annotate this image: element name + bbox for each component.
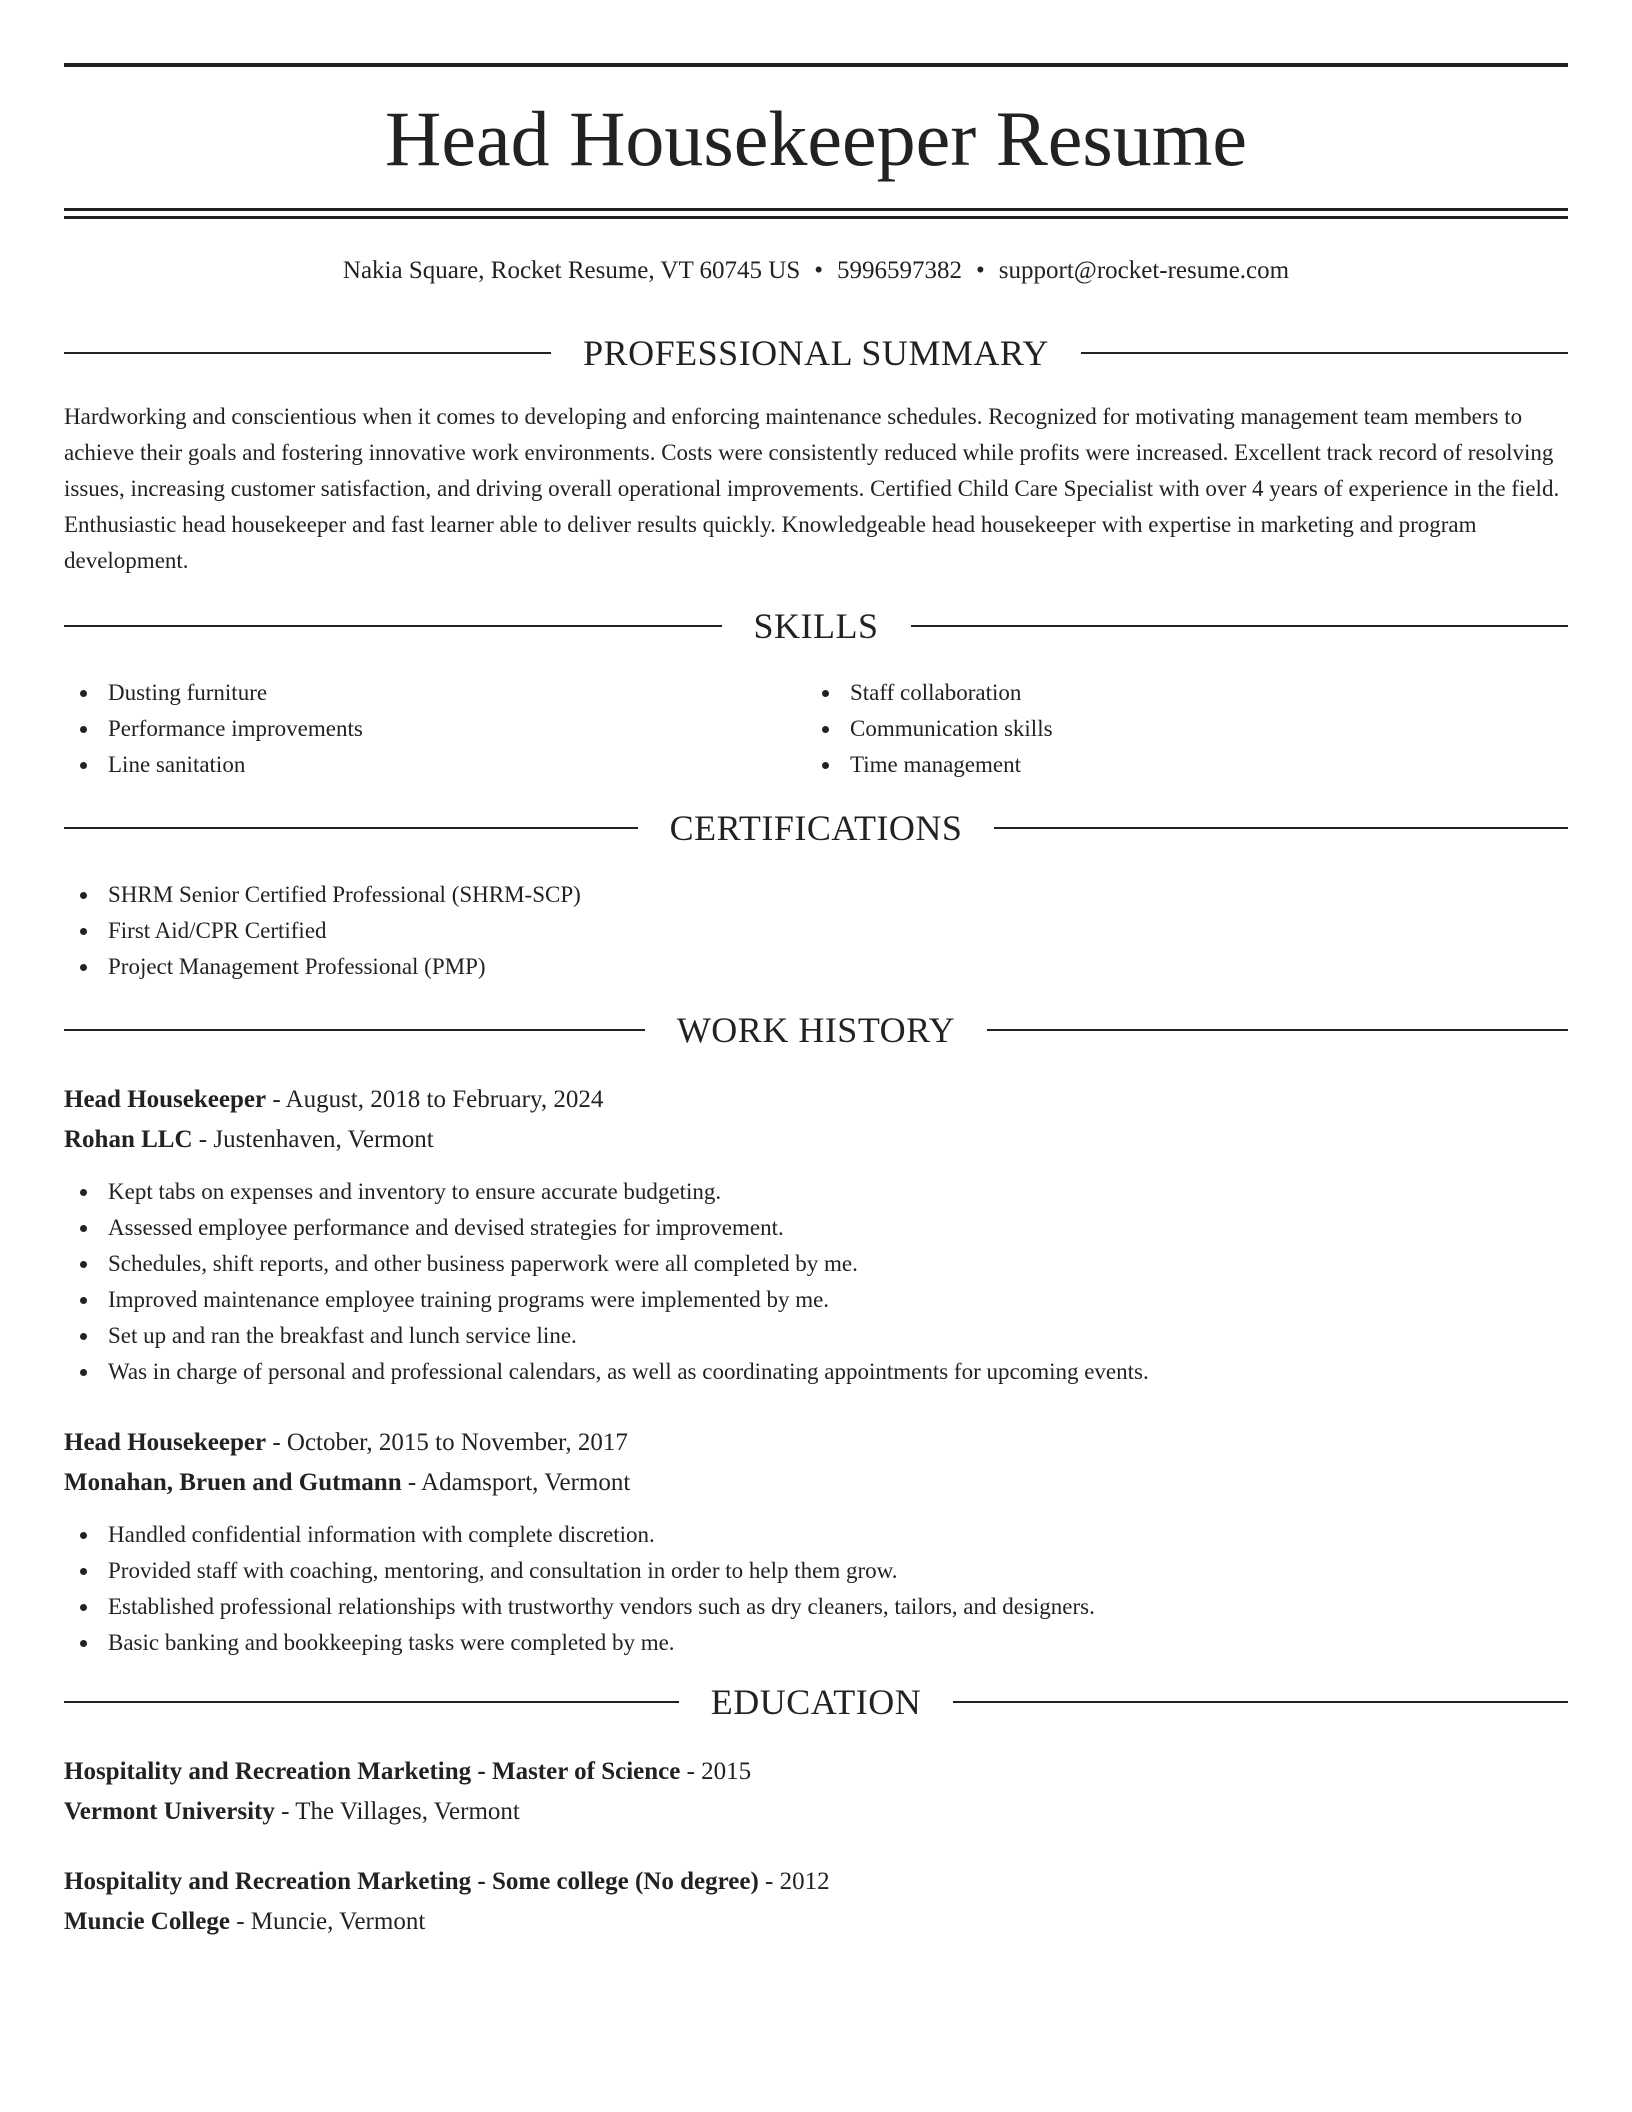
job-duty-item: Schedules, shift reports, and other business paperwork were all completed by me.: [64, 1246, 1568, 1282]
section-heading-summary: [64, 331, 1568, 375]
education-degree: Hospitality and Recreation Marketing - Some college (No degree): [64, 1868, 759, 1895]
job-duties-list: [64, 1517, 1568, 1661]
education-year: - 2015: [680, 1758, 752, 1785]
skill-item: Staff collaboration: [806, 675, 1546, 711]
job-duty-item: Assessed employee performance and devised strategies for improvement.: [64, 1210, 1568, 1246]
skill-item: Time management: [806, 747, 1546, 783]
skill-item: Dusting furniture: [64, 675, 804, 711]
job-duty-item: Improved maintenance employee training programs were implemented by me.: [64, 1282, 1568, 1318]
certification-item: First Aid/CPR Certified: [64, 913, 1568, 949]
certifications-list: [64, 877, 1568, 985]
summary-paragraph: Hardworking and conscientious when it comes to developing and enforcing maintenance schedules. Recognized for motivating management team members to achieve their goals and fostering innovative work environments. Costs were consistently reduced while profits were increased. Excellent track record of resolving issues, increasing customer satisfaction, and driving overall operational improvements. Certified Child Care Specialist with over 4 years of experience in the field. Enthusiastic head housekeeper and fast learner able to deliver results quickly. Knowledgeable head housekeeper with expertise in marketing and program development.: [64, 404, 1560, 573]
job-title-line: [64, 1080, 1568, 1120]
skills-list-left: [64, 675, 804, 783]
contact-separator: •: [976, 257, 985, 284]
job-duty-item: Provided staff with coaching, mentoring, and consultation in order to help them grow.: [64, 1553, 1568, 1589]
education-location: - Muncie, Vermont: [229, 1908, 426, 1935]
heading-rule-right: [987, 1029, 1568, 1031]
heading-rule-left: [64, 625, 722, 627]
contact-line: [64, 253, 1568, 289]
job-title-line: [64, 1423, 1568, 1463]
heading-rule-right: [1081, 352, 1568, 354]
contact-address: Nakia Square, Rocket Resume, VT 60745 US: [342, 257, 801, 284]
education-year: - 2012: [758, 1868, 830, 1895]
education-school: Vermont University: [64, 1798, 275, 1825]
job-duty-item: Set up and ran the breakfast and lunch service line.: [64, 1318, 1568, 1354]
skill-item: Communication skills: [806, 711, 1546, 747]
heading-rule-right: [911, 625, 1569, 627]
section-heading-skills: [64, 604, 1568, 648]
section-heading-education: [64, 1680, 1568, 1724]
heading-rule-right: [953, 1701, 1568, 1703]
job-location: - Justenhaven, Vermont: [192, 1126, 434, 1153]
job-dates: - October, 2015 to November, 2017: [266, 1429, 628, 1456]
job-title: Head Housekeeper: [64, 1086, 267, 1113]
contact-separator: •: [814, 257, 824, 284]
job-duty-item: Kept tabs on expenses and inventory to ensure accurate budgeting.: [64, 1174, 1568, 1210]
heading-rule-left: [64, 1701, 679, 1703]
contact-email: support@rocket-resume.com: [998, 257, 1290, 284]
education-degree-line: [64, 1862, 1568, 1902]
title-double-rule-lower: [64, 216, 1568, 219]
heading-rule-left: [64, 827, 638, 829]
skill-item: Line sanitation: [64, 747, 804, 783]
certification-item: SHRM Senior Certified Professional (SHRM-SCP): [64, 877, 1568, 913]
job-duty-item: Was in charge of personal and professional calendars, as well as coordinating appointments for upcoming events.: [64, 1354, 1568, 1390]
job-company: Monahan, Bruen and Gutmann: [64, 1469, 402, 1496]
education-school-line: [64, 1792, 1568, 1832]
section-heading-work-history: [64, 1008, 1568, 1052]
job-company-line: [64, 1120, 1568, 1160]
job-location: - Adamsport, Vermont: [401, 1469, 631, 1496]
education-location: - The Villages, Vermont: [274, 1798, 520, 1825]
job-dates: - August, 2018 to February, 2024: [266, 1086, 604, 1113]
skill-item: Performance improvements: [64, 711, 804, 747]
job-duty-item: Handled confidential information with complete discretion.: [64, 1517, 1568, 1553]
contact-phone: 5996597382: [837, 257, 963, 284]
section-title: CERTIFICATIONS: [669, 808, 963, 848]
heading-rule-left: [64, 352, 551, 354]
job-duty-item: Basic banking and bookkeeping tasks were completed by me.: [64, 1625, 1568, 1661]
section-title: EDUCATION: [710, 1682, 922, 1722]
education-school: Muncie College: [64, 1908, 230, 1935]
section-title: PROFESSIONAL SUMMARY: [583, 333, 1049, 373]
education-degree: Hospitality and Recreation Marketing - Master of Science: [64, 1758, 681, 1785]
heading-rule-right: [994, 827, 1568, 829]
title-double-rule-upper: [64, 208, 1568, 211]
job-duties-list: [64, 1174, 1568, 1390]
resume-title: Head Housekeeper Resume: [385, 95, 1247, 182]
job-title: Head Housekeeper: [64, 1429, 267, 1456]
skills-list-right: [806, 675, 1546, 783]
job-company: Rohan LLC: [64, 1126, 193, 1153]
heading-rule-left: [64, 1029, 645, 1031]
education-degree-line: [64, 1752, 1568, 1792]
section-title: SKILLS: [753, 606, 879, 646]
top-rule: [64, 63, 1568, 67]
section-title: WORK HISTORY: [676, 1010, 956, 1050]
job-company-line: [64, 1463, 1568, 1503]
education-school-line: [64, 1902, 1568, 1942]
job-duty-item: Established professional relationships with trustworthy vendors such as dry cleaners, tailors, and designers.: [64, 1589, 1568, 1625]
section-heading-certifications: [64, 806, 1568, 850]
certification-item: Project Management Professional (PMP): [64, 949, 1568, 985]
